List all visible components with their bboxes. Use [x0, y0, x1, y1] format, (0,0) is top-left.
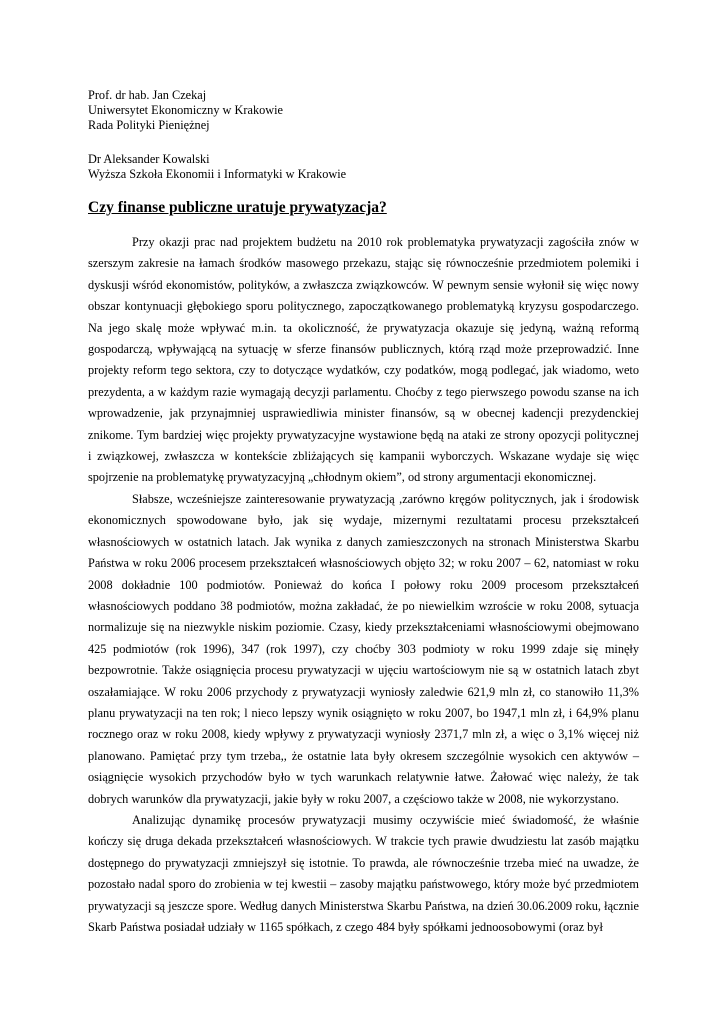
author-affiliation: Rada Polityki Pieniężnej	[88, 118, 210, 132]
author-name: Dr Aleksander Kowalski	[88, 152, 210, 166]
body-paragraph: Analizując dynamikę procesów prywatyzacji musimy oczywiście mieć świadomość, że właśnie kończy się druga dekada przekształceń własnościowych. W trakcie tych prawie dwudziestu lat zasób majątku dostępnego do prywatyzacji zmniejszył się istotnie. To prawda, ale równocześnie trzeba mieć na uwadze, że pozostało nadal sporo do zrobienia w tej kwestii – zasoby majątku państwowego, który może być przedmiotem prywatyzacji są jeszcze spore. Według danych Ministerstwa Skarbu Państwa, na dzień 30.06.2009 roku, łącznie Skarb Państwa posiadał udziały w 1165 spółkach, z czego 484 były spółkami jednoosobowymi (oraz był	[88, 812, 639, 934]
author-header	[88, 88, 648, 182]
article-title: Czy finanse publiczne uratuje prywatyzacja?	[88, 199, 387, 216]
author-name: Prof. dr hab. Jan Czekaj	[88, 88, 207, 102]
author-block-2	[88, 152, 648, 182]
body-paragraph: Słabsze, wcześniejsze zainteresowanie prywatyzacją ,zarówno kręgów politycznych, jak i środowisk ekonomicznych spowodowane było, jak się wydaje, mizernymi rezultatami procesu przekształceń własnościowych w ostatnich latach. Jak wynika z danych zamieszczonych na stronach Ministerstwa Skarbu Państwa w roku 2006 procesem przekształceń własnościowych objęto 32; w roku 2007 – 62, natomiast w roku 2008 dokładnie 100 podmiotów. Ponieważ do końca I połowy roku 2009 procesom przekształceń własnościowych poddano 38 podmiotów, można zakładać, że po niewielkim wzroście w roku 2008, sytuacja normalizuje się na niezwykle niskim poziomie. Czasy, kiedy przekształceniami własnościowymi obejmowano 425 podmiotów (rok 1996), 347 (rok 1997), czy choćby 303 podmioty w roku 1999 zdaje się minęły bezpowrotnie. Także osiągnięcia procesu prywatyzacji w ujęciu wartościowym nie są w ostatnich latach zbyt oszałamiające. W roku 2006 przychody z prywatyzacji wyniosły zaledwie 621,9 mln zł, co stanowiło 11,3% planu prywatyzacji na ten rok; l nieco lepszy wynik osiągnięto w roku 2007, bo 1947,1 mln zł, i 64,9% planu rocznego oraz w roku 2008, kiedy wpływy z prywatyzacji wyniosły 2371,7 mln zł, a więc o 3,1% więcej niż planowano. Pamiętać przy tym trzeba,, że ostatnie lata były okresem szczególnie wysokich cen aktywów – osiągnięcie wysokich przychodów było w tych warunkach relatywnie łatwe. Żałować więc należy, że tak dobrych warunków dla prywatyzacji, jakie były w roku 2007, a częściowo także w 2008, nie wykorzystano.	[88, 491, 639, 806]
author-affiliation: Wyższa Szkoła Ekonomii i Informatyki w Krakowie	[88, 167, 347, 181]
author-block-1	[88, 88, 648, 133]
article-body	[88, 232, 639, 938]
body-paragraph: Przy okazji prac nad projektem budżetu na 2010 rok problematyka prywatyzacji zagościła znów w szerszym zakresie na łamach środków masowego przekazu, stając się równocześnie przedmiotem polemiki i dyskusji wśród ekonomistów, polityków, a zwłaszcza związkowców. W pewnym sensie wyłonił się więc nowy obszar kontynuacji głębokiego sporu politycznego, zapoczątkowanego problematyką kryzysu gospodarczego. Na jego skalę może wpływać m.in. ta okoliczność, że prywatyzacja okazuje się jedyną, ważną reformą gospodarczą, wpływającą na sytuację w sferze finansów publicznych, którą rząd może przeprowadzić. Inne projekty reform tego sektora, czy to dotyczące wydatków, czy podatków, mogą podlegać, jak wiadomo, weto prezydenta, a w każdym razie wymagają decyzji parlamentu. Choćby z tego pierwszego powodu szanse na ich wprowadzenie, jak przynajmniej usprawiedliwia minister finansów, są w obecnej kadencji prezydenckiej znikome. Tym bardziej więc projekty prywatyzacyjne wystawione będą na ataki ze strony opozycji politycznej i związkowej, zwłaszcza w kontekście zbliżających się kampanii wyborczych. Wskazane wydaje się więc spojrzenie na problematykę prywatyzacyjną „chłodnym okiem”, od strony argumentacji ekonomicznej.	[88, 235, 639, 485]
author-affiliation: Uniwersytet Ekonomiczny w Krakowie	[88, 103, 283, 117]
